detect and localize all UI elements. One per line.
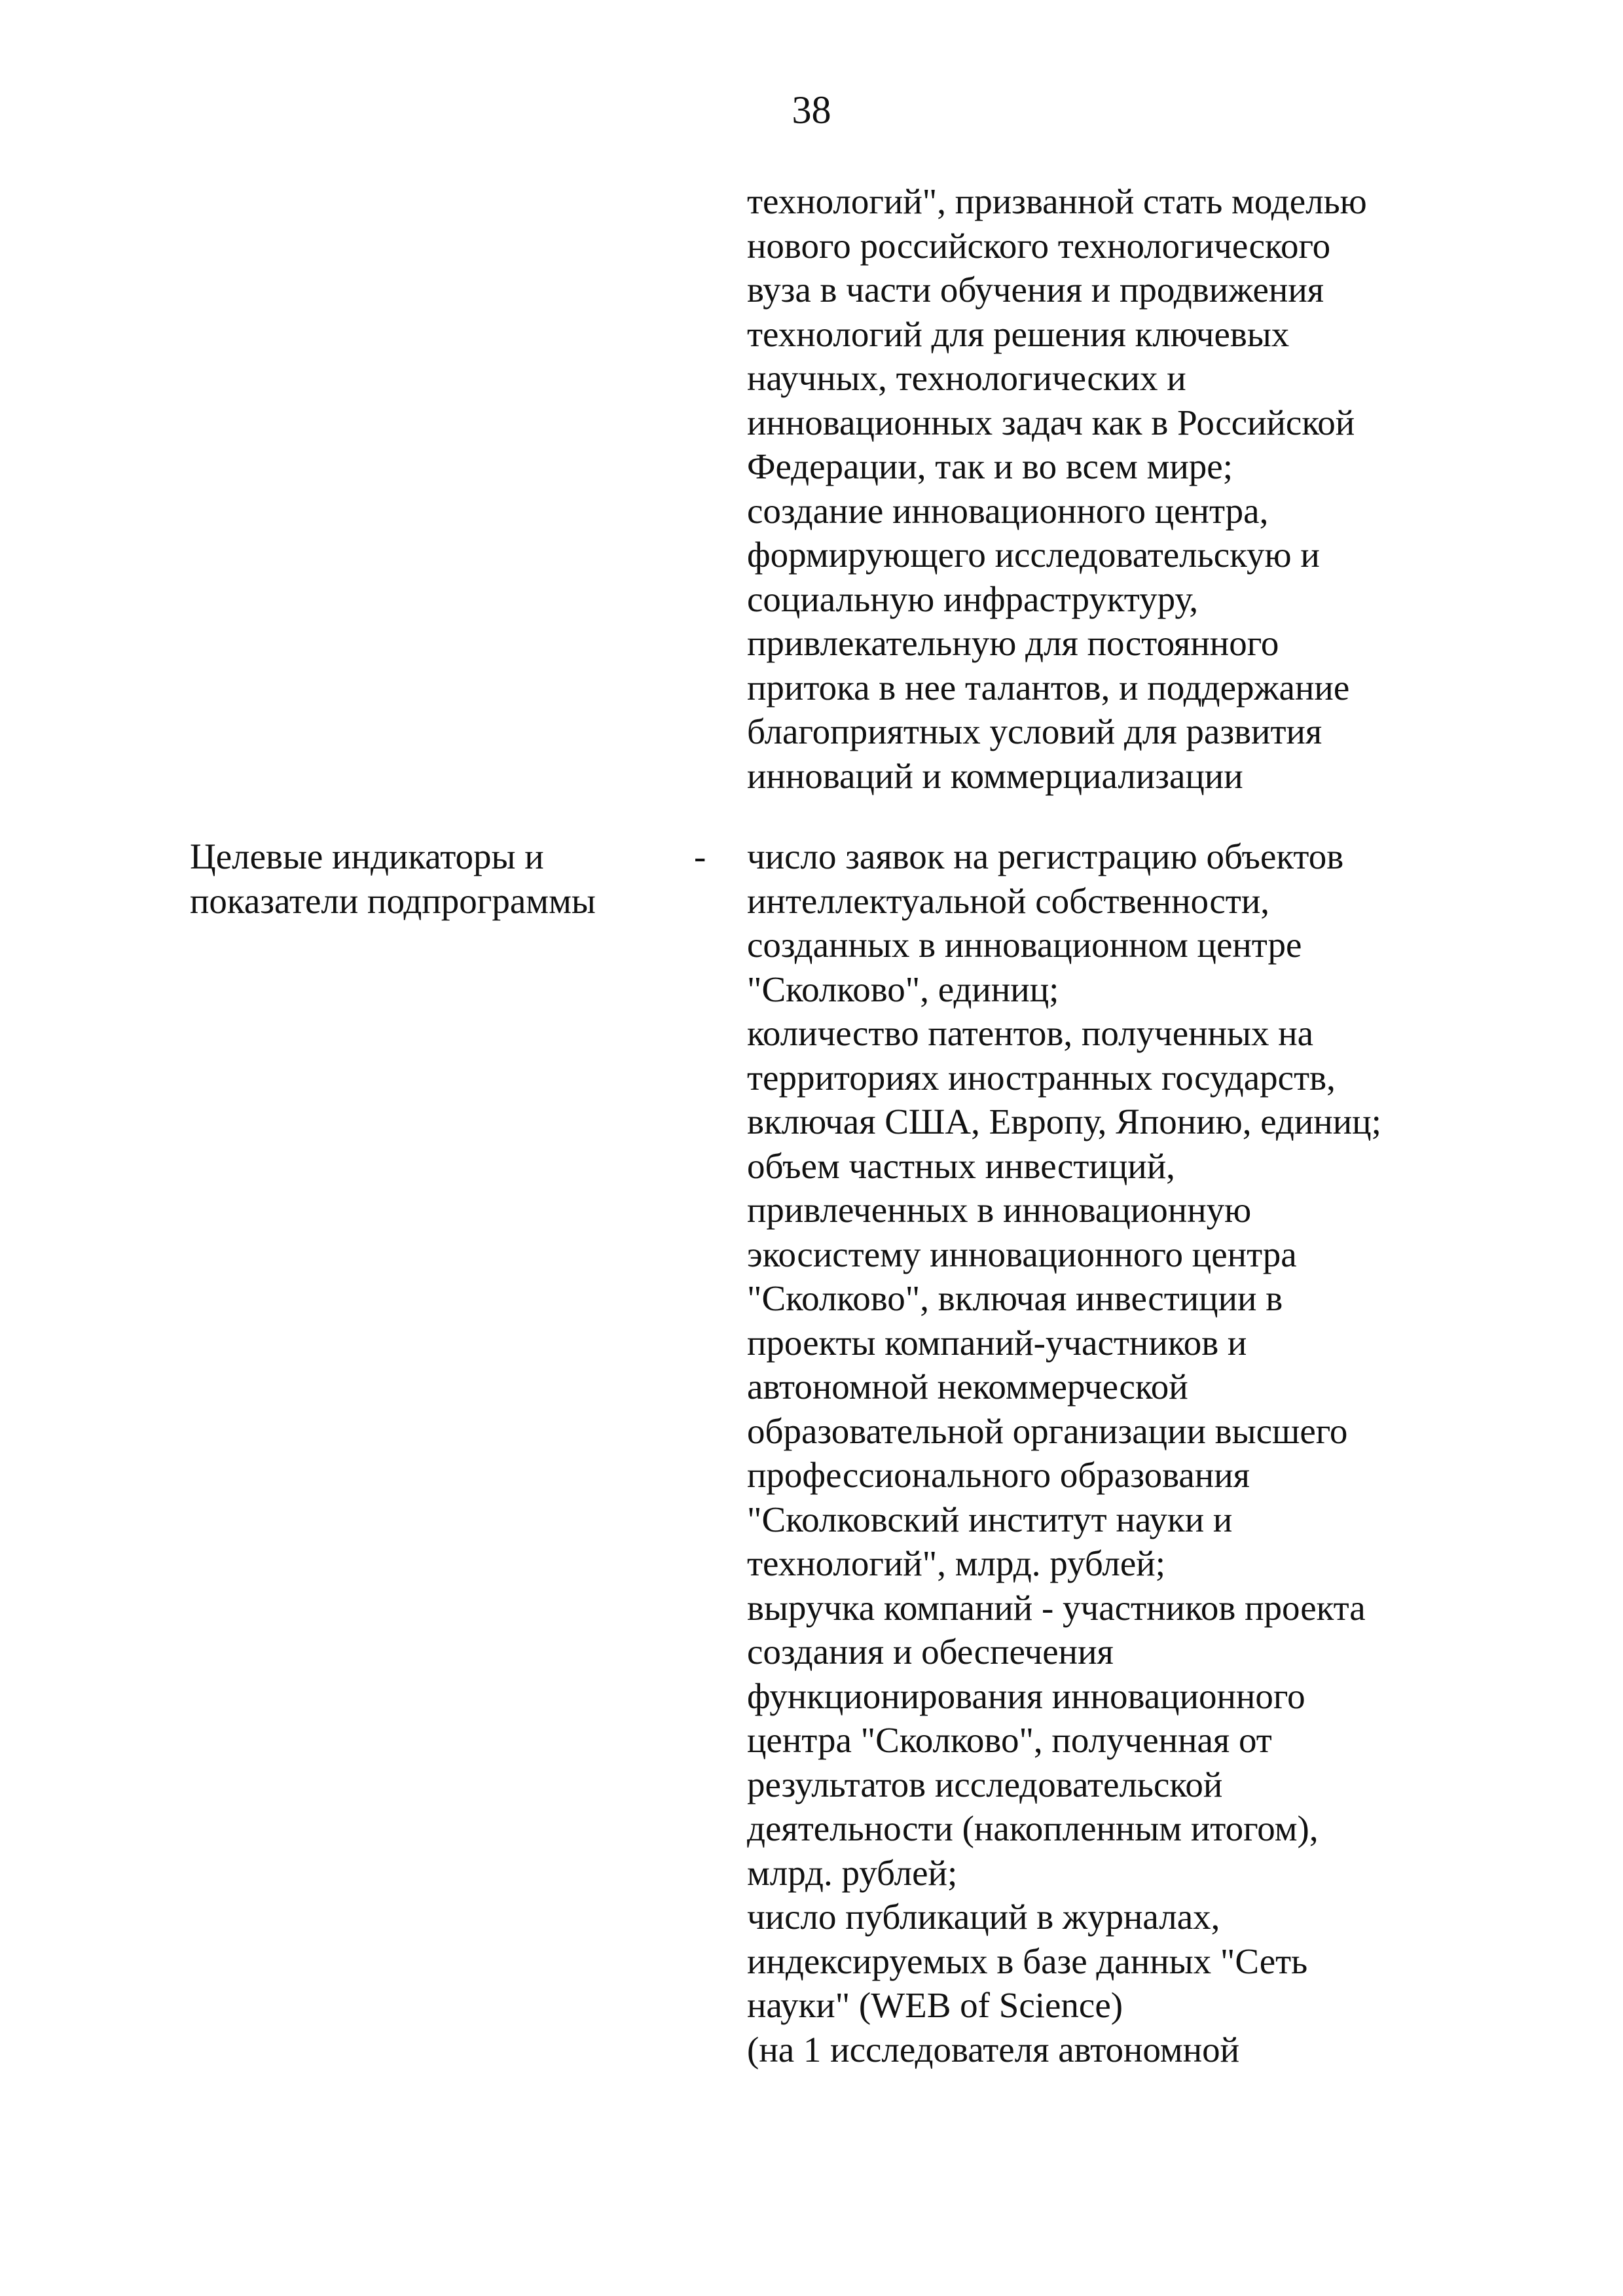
text-line: экосистему инновационного центра <box>747 1234 1297 1274</box>
page-number: 38 <box>792 88 831 132</box>
text-line: объем частных инвестиций, <box>747 1145 1175 1186</box>
text-line: вуза в части обучения и продвижения <box>747 270 1324 310</box>
text-line: привлекательную для постоянного <box>747 623 1279 663</box>
text-line: автономной некоммерческой <box>747 1367 1188 1407</box>
continuation-text <box>747 179 1367 798</box>
text-line: количество патентов, полученных на <box>747 1013 1314 1053</box>
text-line: образовательной организации высшего <box>747 1410 1348 1451</box>
text-line: науки" (WEB of Science) <box>747 1985 1123 2025</box>
separator-dash: - <box>694 836 706 876</box>
text-line: инноваций и коммерциализации <box>747 755 1243 796</box>
text-line: млрд. рублей; <box>747 1852 958 1893</box>
text-line: притока в нее талантов, и поддержание <box>747 667 1350 708</box>
label-line: показатели подпрограммы <box>190 880 596 921</box>
text-line: научных, технологических и <box>747 358 1186 398</box>
label-line: Целевые индикаторы и <box>190 836 544 876</box>
text-line: выручка компаний - участников проекта <box>747 1587 1366 1628</box>
text-line: благоприятных условий для развития <box>747 711 1322 751</box>
text-line: проекты компаний-участников и <box>747 1322 1247 1363</box>
text-line: "Сколково", единиц; <box>747 969 1059 1009</box>
text-line: профессионального образования <box>747 1455 1250 1495</box>
indicators-text <box>747 834 1381 2072</box>
text-line: технологий", млрд. рублей; <box>747 1543 1165 1583</box>
section-label <box>190 834 596 923</box>
text-line: включая США, Европу, Японию, единиц; <box>747 1102 1381 1141</box>
text-line: центра "Сколково", полученная от <box>747 1720 1272 1760</box>
text-line: технологий для решения ключевых <box>747 314 1290 354</box>
text-line: территориях иностранных государств, <box>747 1057 1336 1098</box>
text-line: индексируемых в базе данных "Сеть <box>747 1941 1308 1981</box>
text-line: "Сколково", включая инвестиции в <box>747 1278 1283 1318</box>
text-line: нового российского технологического <box>747 225 1331 266</box>
text-line: деятельности (накопленным итогом), <box>747 1808 1319 1848</box>
text-line: создания и обеспечения <box>747 1632 1114 1672</box>
text-line: формирующего исследовательскую и <box>747 535 1320 575</box>
text-line: результатов исследовательской <box>747 1764 1223 1804</box>
text-line: число публикаций в журналах, <box>747 1897 1220 1937</box>
text-line: интеллектуальной собственности, <box>747 880 1270 921</box>
text-line: технологий", призванной стать моделью <box>747 181 1367 221</box>
text-line: создание инновационного центра, <box>747 490 1269 531</box>
text-line: привлеченных в инновационную <box>747 1190 1252 1230</box>
text-line: (на 1 исследователя автономной <box>747 2029 1240 2070</box>
text-line: Федерации, так и во всем мире; <box>747 446 1233 486</box>
text-line: социальную инфраструктуру, <box>747 579 1199 619</box>
text-line: созданных в инновационном центре <box>747 925 1302 965</box>
text-line: "Сколковский институт науки и <box>747 1499 1233 1539</box>
text-line: инновационных задач как в Российской <box>747 402 1355 442</box>
text-line: число заявок на регистрацию объектов <box>747 836 1344 876</box>
text-line: функционирования инновационного <box>747 1676 1305 1716</box>
